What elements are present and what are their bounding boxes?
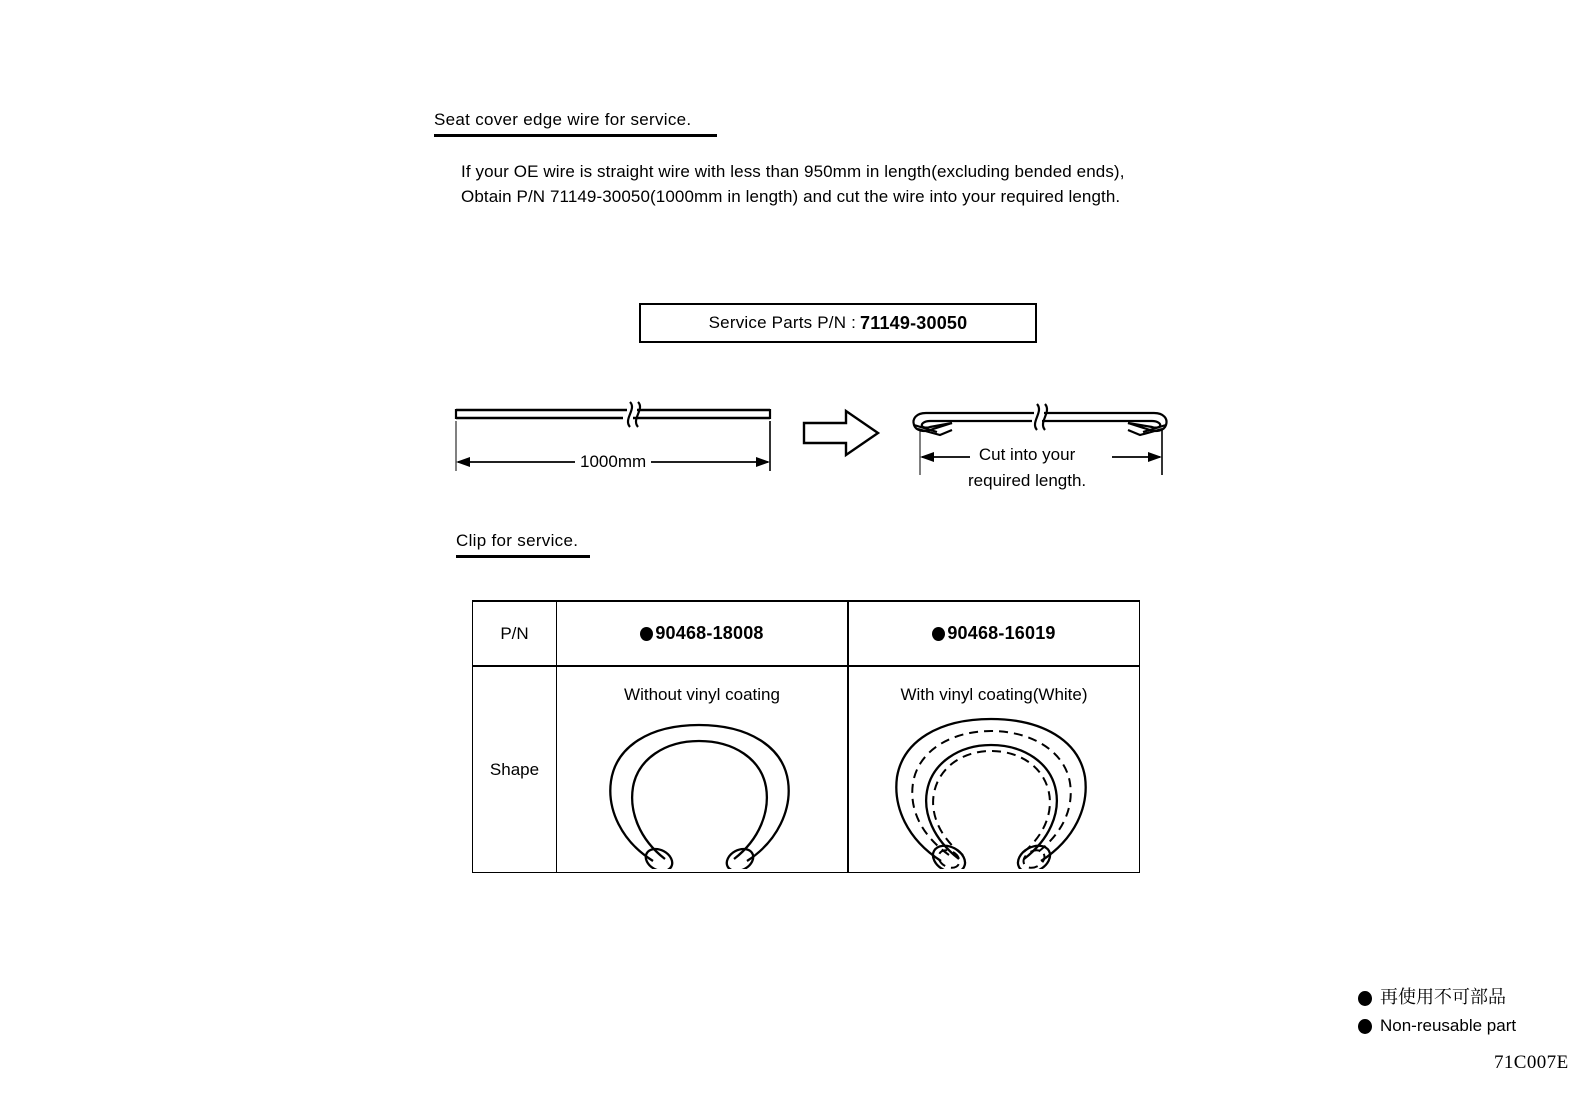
intro-paragraph — [461, 159, 1125, 209]
clip-table — [472, 600, 1140, 873]
section-heading-wire-text: Seat cover edge wire for service. — [434, 110, 692, 129]
break-symbol — [628, 402, 632, 427]
table-row-part-numbers — [473, 602, 1139, 667]
part-number-1 — [640, 623, 763, 644]
cell-shape-col-2 — [849, 667, 1139, 872]
cell-shape-col-1 — [557, 667, 849, 872]
legend-non-reusable — [1358, 984, 1516, 1040]
intro-line-2: Obtain P/N 71149-30050(1000mm in length) and cut the wire into your required length. — [461, 187, 1121, 206]
non-reusable-dot-icon — [1358, 1019, 1372, 1034]
shape-caption-2: With vinyl coating(White) — [900, 685, 1088, 705]
bent-wire-figure — [914, 404, 1167, 435]
service-parts-box — [639, 303, 1037, 343]
section-heading-clip-text: Clip for service. — [456, 531, 579, 550]
shape-caption-1: Without vinyl coating — [624, 685, 780, 705]
row-header-shape: Shape — [473, 667, 557, 872]
section-heading-wire — [434, 110, 717, 137]
figure-code: 71C007E — [1494, 1052, 1569, 1073]
non-reusable-dot-icon — [640, 627, 653, 641]
heading-underline — [456, 555, 590, 558]
cut-label-line-1: Cut into your — [978, 445, 1076, 464]
dimension-label-1000mm: 1000mm — [575, 452, 651, 472]
non-reusable-dot-icon — [932, 627, 945, 641]
cell-pn-col-2 — [849, 602, 1139, 665]
service-parts-label: Service Parts P/N : — [708, 313, 857, 332]
cut-length-label — [968, 442, 1086, 494]
legend-text-japanese: 再使用不可部品 — [1380, 987, 1506, 1008]
process-arrow — [804, 411, 878, 455]
section-heading-clip — [456, 531, 590, 558]
part-number-1-text: 90468-18008 — [655, 623, 764, 644]
row-header-pn: P/N — [473, 602, 557, 665]
legend-text-english: Non-reusable part — [1380, 1016, 1517, 1035]
part-number-2 — [932, 623, 1055, 644]
clip-shape-uncoated — [587, 709, 817, 869]
table-row-shape — [473, 667, 1139, 872]
cut-label-line-2: required length. — [968, 471, 1087, 490]
service-parts-number: 71149-30050 — [860, 312, 968, 333]
legend-row-english — [1358, 1012, 1516, 1040]
clip-shape-coated — [879, 709, 1109, 869]
part-number-2-text: 90468-16019 — [947, 623, 1056, 644]
heading-underline — [434, 134, 717, 137]
cell-pn-col-1 — [557, 602, 849, 665]
legend-row-japanese — [1358, 984, 1516, 1012]
non-reusable-dot-icon — [1358, 991, 1372, 1006]
intro-line-1: If your OE wire is straight wire with less than 950mm in length(excluding bended ends), — [461, 162, 1125, 181]
